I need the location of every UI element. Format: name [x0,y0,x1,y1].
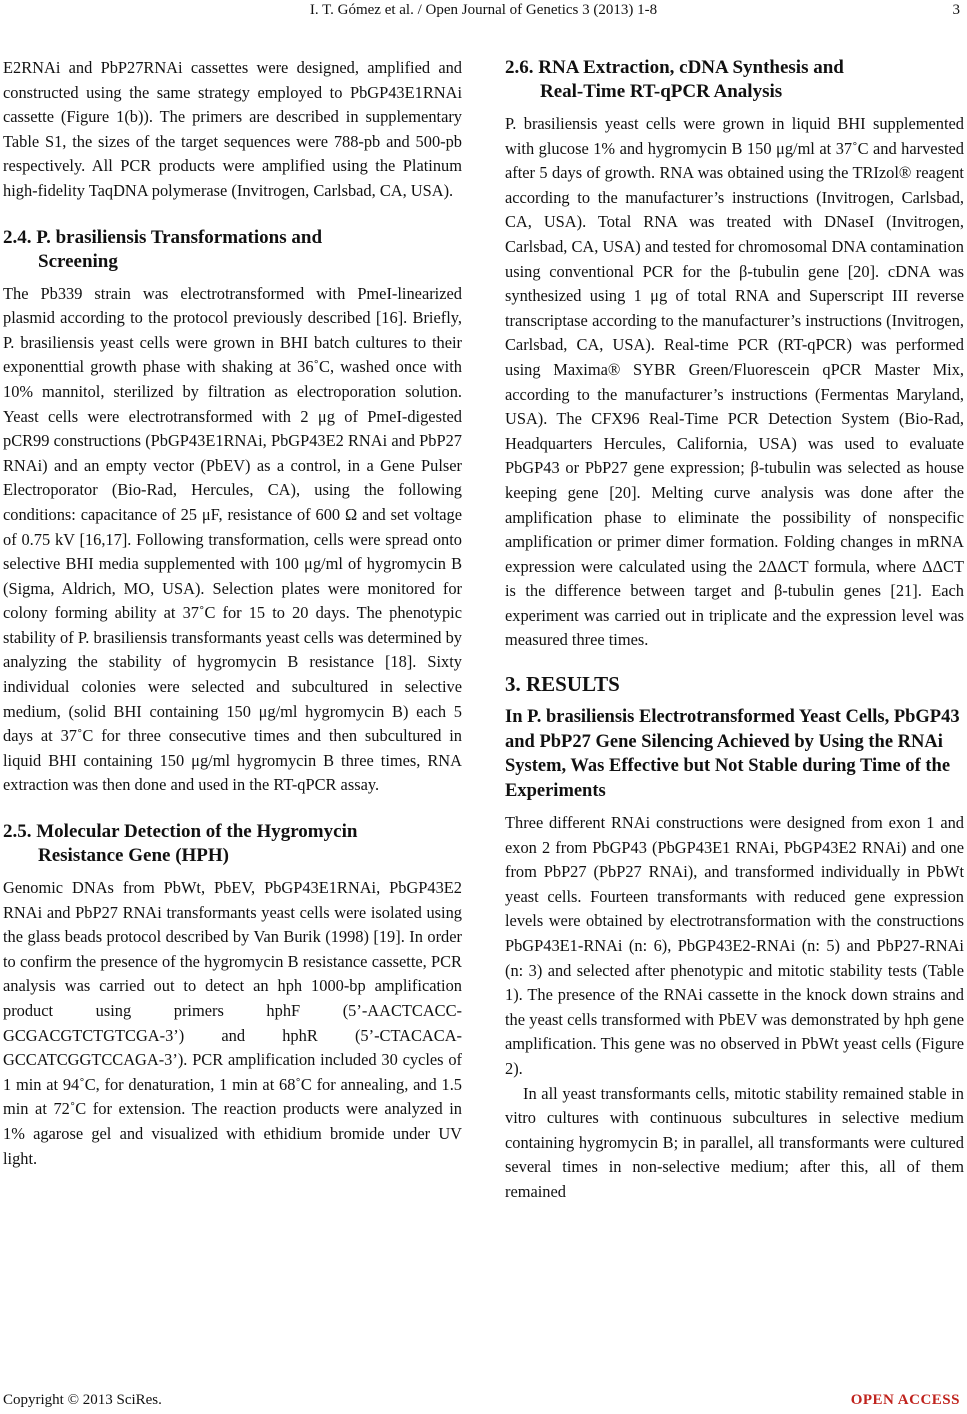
results-paragraph-1: Three different RNAi constructions were designed from exon 1 and exon 2 from PbGP43 (PbGP43E1 RNAi, PbGP43E2 RNAi) and one from PbP27 (PbP27 RNAi), and transformed individually in PbWt yeast cells. Fourteen transformants with reduced gene expression levels were obtained by electrotransformation with the constructions PbGP43E1-RNAi (n: 6), PbGP43E2-RNAi (n: 5) and PbP27-RNAi (n: 3) and selected after phenotypic and mitotic stability tests (Table 1). The presence of the RNAi cassette in the knock down strains and the yeast cells transformed with PbEV was demonstrated by hph gene amplification. This gene was no observed in PbWt yeast cells (Figure 2). [505,813,964,1078]
section-2-6-heading-line1: 2.6. RNA Extraction, cDNA Synthesis and [505,57,844,78]
section-2-4-heading [3,226,462,274]
results-paragraph-2: In all yeast transformants cells, mitotic stability remained stable in vitro cultures with continuous subcultures in selective medium containing hygromycin B; in parallel, all transformants were cultured several times in non-selective medium; after this, all of them remained [505,1083,964,1201]
results-subheading: In P. brasiliensis Electrotransformed Yeast Cells, PbGP43 and PbP27 Gene Silencing Achieved by Using the RNAi System, Was Effective but Not Stable during Time of the Experiments [505,707,960,801]
section-2-5-heading [3,820,462,868]
section-2-6-heading [505,56,964,104]
right-column [505,56,964,1205]
section-2-5-paragraph: Genomic DNAs from PbWt, PbEV, PbGP43E1RNAi, PbGP43E2 RNAi and PbP27 RNAi transformants yeast cells were isolated using the glass beads protocol described by Van Burik (1998) [19]. In order to confirm the presence of the hygromycin B resistance cassette, PCR analysis was carried out to detect an hph 1000-bp amplification product using primers hphF (5’-AACTCACC-GCGACGTCTGTCGA-3’) and hphR (5’-CTACACA-GCCATCGGTCCAGA-3’). PCR amplification included 30 cycles of 1 min at 94˚C, for denaturation, 1 min at 68˚C for annealing, and 1.5 min at 72˚C for extension. The reaction products were analyzed in 1% agarose gel and visualized with ethidium bromide under UV light. [3,878,462,1168]
section-2-4-heading-line1: 2.4. P. brasiliensis Transformations and [3,226,323,248]
copyright-notice: Copyright © 2013 SciRes. [3,1392,162,1408]
running-head: I. T. Gómez et al. / Open Journal of Genetics 3 (2013) 1-8 [309,2,658,18]
section-2-4-heading-line2: Screening [38,250,118,272]
open-access-badge: OPEN ACCESS [850,1392,960,1408]
section-2-4-paragraph: The Pb339 strain was electrotransformed with PmeI-linearized plasmid according to the protocol previously described [16]. Briefly, P. brasiliensis yeast cells were grown in BHI batch cultures to their exponenttial growth phase with shaking at 36˚C, washed once with 10% mannitol, sterilized by filtration as electroporation solution. Yeast cells were electrotransformed with 2 μg of PmeI-digested pCR99 constructions (PbGP43E1RNAi, PbGP43E2 RNAi and PbP27 RNAi) and an empty vector (PbEV) as a control, in a Gene Pulser Electroporator (Bio-Rad, Hercules, CA), using the following conditions: capacitance of 25 μF, resistance of 600 Ω and set voltage of 0.75 kV [16,17]. Following transformation, cells were spread onto selective BHI media supplemented with 100 μg/ml of hygromycin B (Sigma, Aldrich, MO, USA). Selection plates were monitored for colony forming ability at 37˚C for 15 to 20 days. The phenotypic stability of P. brasiliensis transformants yeast cells was determined by analyzing the stability of hygromycin B resistance [18]. Sixty individual colonies were selected and subcultured in selective medium, (solid BHI containing 150 μg/ml hygromycin B) each 5 days at 37˚C for three consecutive times and then subcultured in liquid BHI containing 150 μg/ml hygromycin B three times, RNA extraction was then done and used in the RT-qPCR assay. [3,283,462,795]
section-2-6-paragraph: P. brasiliensis yeast cells were grown in liquid BHI supplemented with glucose 1% and hygromycin B 150 μg/ml at 37˚C and harvested after 5 days of growth. RNA was obtained using the TRIzol® reagent according to the manufacturer’s instructions (Invitrogen, Carlsbad, CA, USA). Total RNA was treated with DNaseI (Invitrogen, Carlsbad, CA, USA) and tested for chromosomal DNA contamination using conventional PCR for the β-tubulin gene [20]. cDNA was synthesized using 1 μg of total RNA and Superscript III reverse transcriptase according to the manufacturer’s instructions (Invitrogen, Carlsbad, CA, USA). Real-time PCR (RT-qPCR) was performed using Maxima® SYBR Green/Fluorescein qPCR Master Mix, according to the manufacturer’s instructions (Fermentas Maryland, USA). The CFX96 Real-Time PCR Detection System (Bio-Rad, Headquarters Hercules, California, USA) was used to evaluate PbGP43 or PbP27 gene expression; β-tubulin was selected as house keeping gene [20]. Melting curve analysis was done after the amplification phase to eliminate the possibility of nonspecific amplification or primer dimer formation. Folding changes in mRNA expression were calculated using the 2ΔΔCT formula, where ΔΔCT is the difference between target and β-tubulin genes [21]. Each experiment was carried out in triplicate and the expression level was measured three times. [505,114,964,650]
page-number: 3 [952,2,960,18]
section-2-5-heading-line1: 2.5. Molecular Detection of the Hygromycin [3,821,358,843]
intro-paragraph: E2RNAi and PbP27RNAi cassettes were designed, amplified and constructed using the same strategy employed to PbGP43E1RNAi cassette (Figure 1(b)). The primers are described in supplementary Table S1, the sizes of the target sequences were 788-pb and 500-pb respectively. All PCR products were amplified using the Platinum high-fidelity TaqDNA polymerase (Invitrogen, Carlsbad, CA, USA). [3,58,462,200]
left-column [3,56,462,1171]
section-2-6-heading-line2: Real-Time RT-qPCR Analysis [540,81,783,102]
section-2-5-heading-line2: Resistance Gene (HPH) [38,845,230,867]
results-heading: 3. RESULTS [505,672,620,697]
